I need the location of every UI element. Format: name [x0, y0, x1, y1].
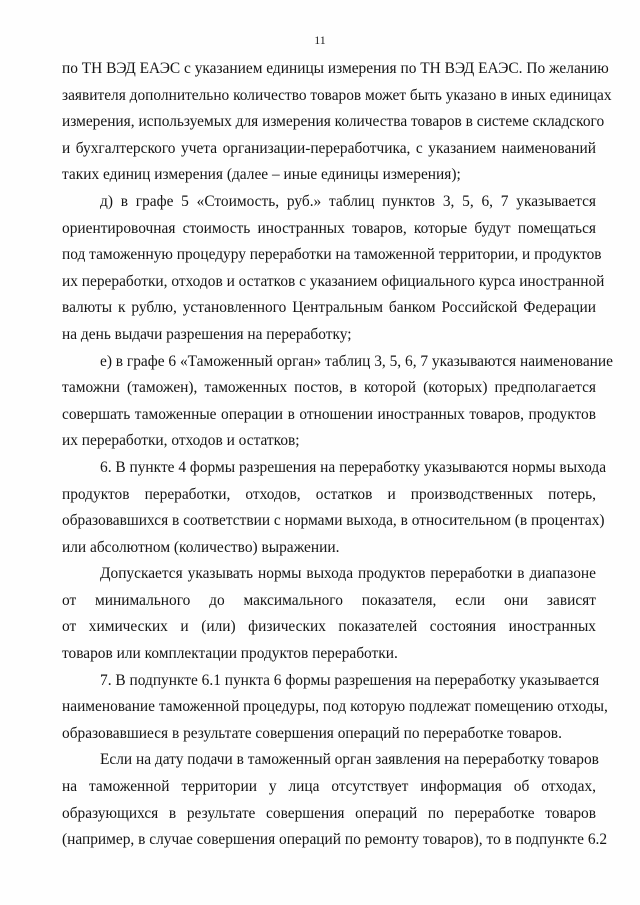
- text-line: д) в графе 5 «Стоимость, руб.» таблиц пунктов 3, 5, 6, 7 указывается: [100, 192, 596, 210]
- text-line: е) в графе 6 «Таможенный орган» таблиц 3, 5, 6, 7 указываются наименование: [100, 352, 613, 370]
- text-line: ориентировочная стоимость иностранных товаров, которые будут помещаться: [62, 219, 596, 237]
- text-line: 7. В подпункте 6.1 пункта 6 формы разрешения на переработку указывается: [100, 671, 600, 689]
- page-number: 11: [314, 33, 326, 47]
- text-line: Если на дату подачи в таможенный орган заявления на переработку товаров: [100, 751, 599, 769]
- text-line: продуктов переработки, отходов, остатков и производственных потерь,: [62, 485, 596, 503]
- text-line: товаров или комплектации продуктов переработки.: [62, 645, 398, 663]
- text-line: (например, в случае совершения операций по ремонту товаров), то в подпункте 6.2: [62, 831, 608, 849]
- text-line: их переработки, отходов и остатков с указанием официального курса иностранной: [62, 272, 605, 290]
- text-line: от минимального до максимального показателя, если они зависят: [62, 591, 596, 609]
- text-line: заявителя дополнительно количество товаров может быть указано в иных единицах: [62, 86, 612, 104]
- text-line: таких единиц измерения (далее – иные единицы измерения);: [62, 166, 461, 184]
- text-line: их переработки, отходов и остатков;: [62, 432, 300, 450]
- text-line: и бухгалтерского учета организации-переработчика, с указанием наименований: [62, 139, 596, 157]
- text-line: таможни (таможен), таможенных постов, в которой (которых) предполагается: [62, 379, 596, 397]
- text-line: от химических и (или) физических показателей состояния иностранных: [62, 618, 596, 636]
- text-line: образовавшиеся в результате совершения операций по переработке товаров.: [62, 724, 562, 742]
- text-line: Допускается указывать нормы выхода продуктов переработки в диапазоне: [100, 565, 596, 583]
- text-line: наименование таможенной процедуры, под которую подлежат помещению отходы,: [62, 698, 608, 716]
- text-line: совершать таможенные операции в отношении иностранных товаров, продуктов: [62, 405, 596, 423]
- text-line: по ТН ВЭД ЕАЭС с указанием единицы измерения по ТН ВЭД ЕАЭС. По желанию: [62, 60, 609, 77]
- text-line: или абсолютном (количество) выражении.: [62, 538, 340, 556]
- text-line: валюты к рублю, установленного Центральным банком Российской Федерации: [62, 299, 596, 317]
- body-text: [62, 56, 613, 854]
- text-line: измерения, используемых для измерения количества товаров в системе складского: [62, 113, 605, 131]
- text-line: на таможенной территории у лица отсутствует информация об отходах,: [62, 778, 596, 796]
- text-line: образующихся в результате совершения операций по переработке товаров: [62, 804, 596, 822]
- text-line: образовавшихся в соответствии с нормами выхода, в относительном (в процентах): [62, 512, 605, 530]
- text-line: 6. В пункте 4 формы разрешения на переработку указываются нормы выхода: [100, 458, 607, 476]
- text-line: на день выдачи разрешения на переработку;: [62, 325, 352, 343]
- text-line: под таможенную процедуру переработки на таможенной территории, и продуктов: [62, 246, 602, 264]
